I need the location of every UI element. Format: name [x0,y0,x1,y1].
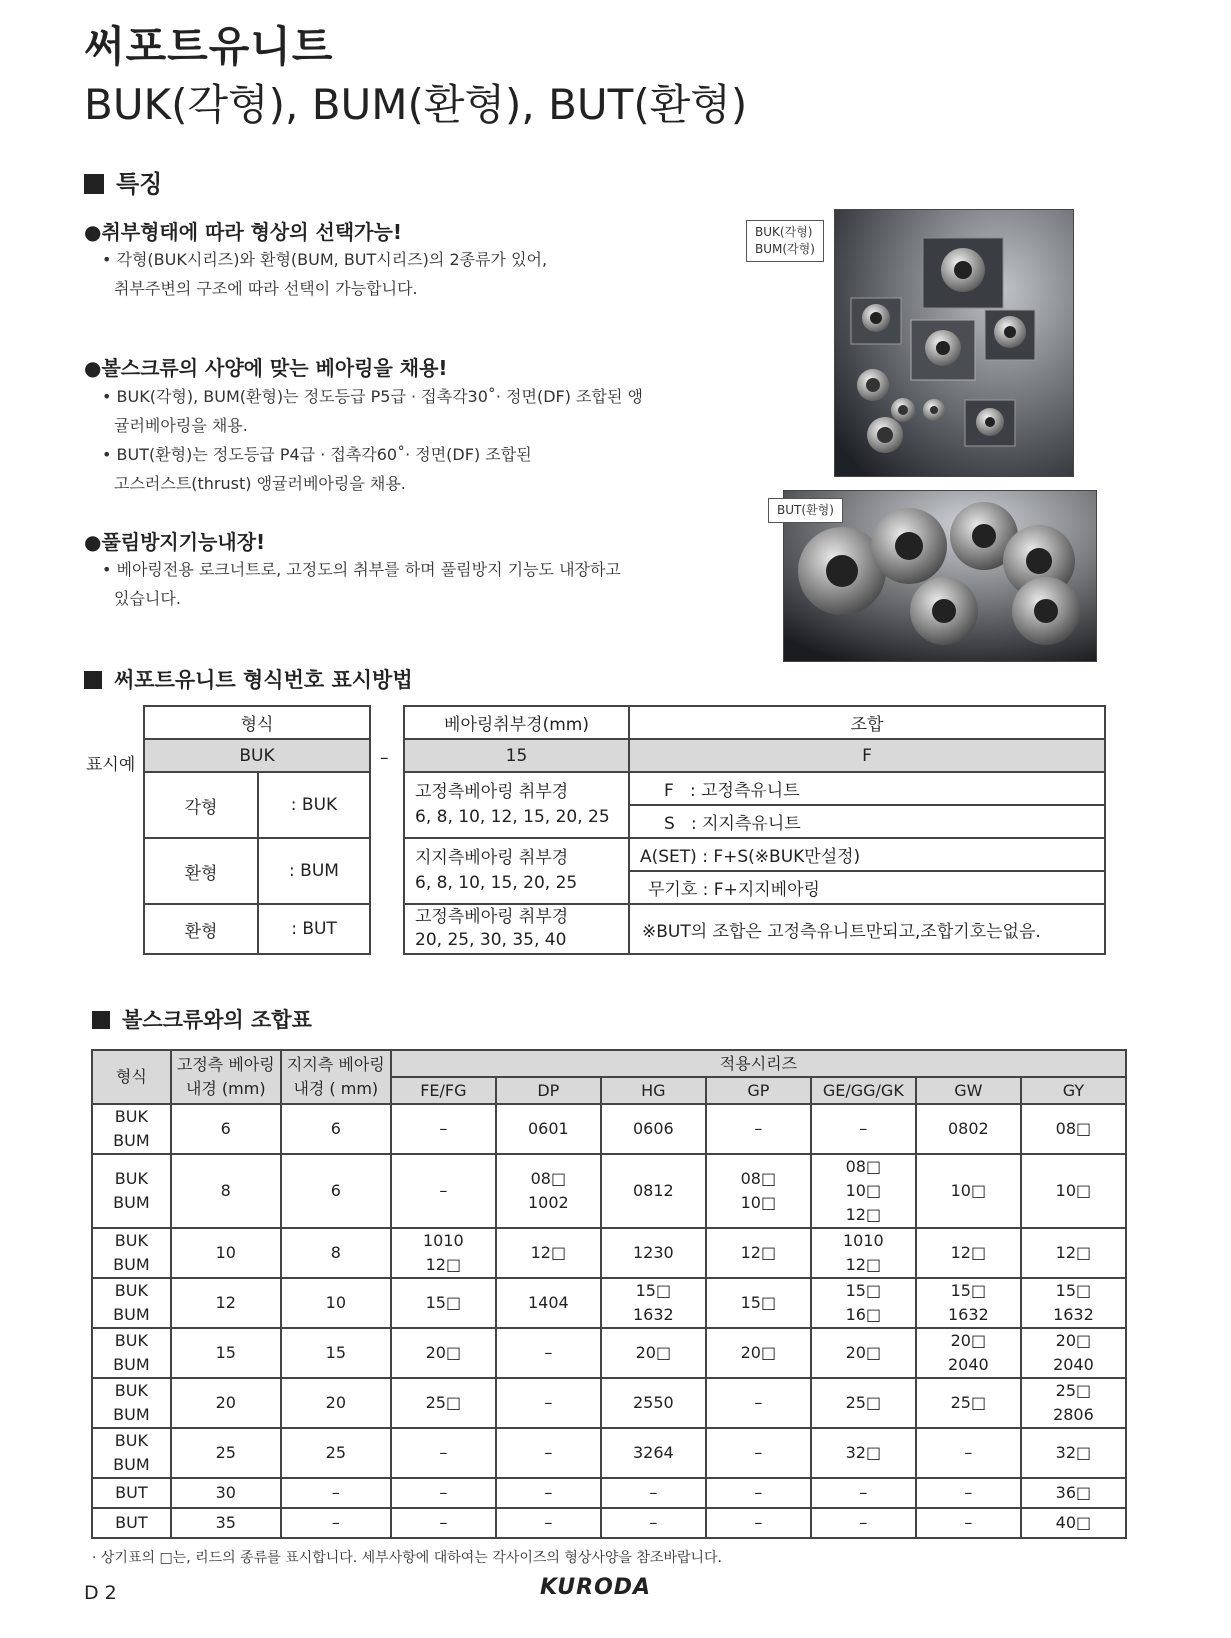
cell-line: 25□ [950,1393,987,1412]
series-cell [916,1228,1021,1278]
cell-line: – [859,1483,868,1502]
bore-values: 6, 8, 10, 15, 20, 25 [415,873,578,893]
cell-line: 3264 [632,1443,674,1462]
cell-line: 2040 [1053,1355,1094,1374]
bore-header: 베아링취부경(mm) [404,706,629,739]
series-cell [601,1328,706,1378]
type-code: : BUM [258,838,370,904]
cell-line: 2040 [947,1355,989,1374]
cell-line: 2550 [632,1393,674,1412]
series-cell [496,1104,601,1154]
combo-option: F : 고정측유니트 [629,772,1105,805]
header-series: 적용시리즈 [391,1050,1126,1077]
series-header: GY [1021,1077,1126,1104]
table-row [92,1328,1126,1378]
cell-line: 20□ [950,1331,987,1350]
series-cell [1021,1508,1126,1538]
cell-line: – [964,1443,973,1462]
support-cell: 20 [281,1378,391,1428]
support-cell: 10 [281,1278,391,1328]
cell-line: 12□ [950,1243,987,1262]
cell-line: 내경 ( mm) [293,1079,379,1098]
series-cell [391,1428,496,1478]
cell-line: BUK [114,1281,148,1300]
cell-line: 08□ [845,1157,882,1176]
series-cell [391,1228,496,1278]
series-cell [811,1428,916,1478]
table-row [92,1278,1126,1328]
cell-line: BUM [113,1131,150,1150]
series-cell [706,1228,811,1278]
series-header: GE/GG/GK [811,1077,916,1104]
series-header: HG [601,1077,706,1104]
series-cell [496,1378,601,1428]
cell-line: 10□ [1055,1181,1092,1200]
series-cell [811,1154,916,1228]
photo-label-line: BUK(각형) [755,225,813,239]
series-cell [916,1508,1021,1538]
cell-line: 20□ [425,1343,462,1362]
series-header: FE/FG [391,1077,496,1104]
section-heading-text: 특징 [116,170,163,198]
type-code: : BUT [258,904,370,954]
combo-option: ※BUT의 조합은 고정측유니트만되고,조합기호는없음. [629,904,1105,954]
series-cell [706,1278,811,1328]
series-cell [601,1228,706,1278]
section-heading-features [84,164,162,199]
feature-line: 귤러베아링을 채용. [114,416,248,435]
cell-line: 08□ [1055,1119,1092,1138]
footnote: · 상기표의 □는, 리드의 종류를 표시합니다. 세부사항에 대하여는 각사이즈의 형상사양을 참조바랍니다. [92,1550,723,1566]
table-row [92,1428,1126,1478]
cell-line: BUT [115,1513,148,1532]
series-cell [496,1428,601,1478]
cell-line: BUK [114,1431,148,1450]
series-cell [1021,1154,1126,1228]
cell-line: 12□ [530,1243,567,1262]
series-cell [916,1428,1021,1478]
cell-line: BUK [114,1331,148,1350]
series-cell [811,1104,916,1154]
cell-line: 25□ [425,1393,462,1412]
fixed-cell: 35 [171,1508,281,1538]
series-cell [391,1378,496,1428]
cell-line: 15□ [635,1281,672,1300]
cell-line: 12□ [1055,1243,1092,1262]
support-cell: 6 [281,1154,391,1228]
cell-line: 32□ [1055,1443,1092,1462]
cell-line: 내경 (mm) [185,1079,266,1098]
table-row [92,1478,1126,1508]
series-cell [391,1478,496,1508]
series-cell [811,1508,916,1538]
cell-line: – [754,1443,763,1462]
feature-line: 고스러스트(thrust) 앵귤러베아링을 채용. [114,474,406,493]
cell-line: 지지측 베아링 [286,1055,385,1074]
page-title: 써포트유니트 [84,22,334,71]
table-row [92,1228,1126,1278]
support-cell: 8 [281,1228,391,1278]
cell-line: 1632 [947,1305,989,1324]
cell-line: – [964,1513,973,1532]
cell-line: 0802 [947,1119,989,1138]
type-cell [92,1478,171,1508]
series-cell [916,1278,1021,1328]
series-cell [706,1478,811,1508]
series-cell [706,1428,811,1478]
series-cell [811,1278,916,1328]
bore-cell [404,772,629,838]
support-cell: – [281,1478,391,1508]
type-code: : BUK [258,772,370,838]
cell-line: – [544,1343,553,1362]
cell-line: 1010 [422,1231,464,1250]
fixed-cell: 30 [171,1478,281,1508]
cell-line: 10□ [845,1181,882,1200]
cell-line: BUK [114,1381,148,1400]
brand-logo: KURODA [540,1575,652,1600]
table-row [92,1378,1126,1428]
cell-line: 08□ [530,1169,567,1188]
cell-line: 2806 [1053,1405,1094,1424]
product-photo-buk-bum [834,209,1074,477]
cell-line: 0812 [632,1181,674,1200]
feature-line: 있습니다. [114,589,181,608]
feature-text [102,245,547,303]
bore-label: 고정측베아링 취부경 [415,782,569,802]
series-header: GP [706,1077,811,1104]
series-cell [496,1328,601,1378]
cell-line: – [649,1513,658,1532]
fixed-cell: 15 [171,1328,281,1378]
cell-line: 20□ [635,1343,672,1362]
support-cell: 6 [281,1104,391,1154]
bore-example: 15 [404,739,629,772]
type-cell [92,1228,171,1278]
series-cell [706,1508,811,1538]
type-header: 형식 [144,706,370,739]
cell-line: – [649,1483,658,1502]
header-type: 형식 [92,1050,171,1104]
square-bullet-icon [84,174,104,194]
cell-line: – [754,1513,763,1532]
cell-line: 15□ [950,1281,987,1300]
bore-cell [404,904,629,954]
cell-line: BUM [113,1305,150,1324]
cell-line: BUK [114,1107,148,1126]
type-cell [92,1328,171,1378]
series-header: DP [496,1077,601,1104]
cell-line: BUM [113,1455,150,1474]
series-cell [916,1154,1021,1228]
cell-line: 15□ [740,1293,777,1312]
table-row [92,1154,1126,1228]
cell-line: 0606 [632,1119,674,1138]
type-example: BUK [144,739,370,772]
series-cell [706,1104,811,1154]
format-bore-combo-table [403,705,1106,955]
cell-line: 1632 [1053,1305,1094,1324]
cell-line: 20□ [740,1343,777,1362]
cell-line: BUK [114,1231,148,1250]
support-cell: – [281,1508,391,1538]
cell-line: BUK [114,1169,148,1188]
cell-line: – [544,1443,553,1462]
combo-header: 조합 [629,706,1105,739]
cell-line: – [544,1483,553,1502]
series-header: GW [916,1077,1021,1104]
bore-values: 20, 25, 30, 35, 40 [415,930,567,950]
series-cell [1021,1104,1126,1154]
series-cell [496,1154,601,1228]
series-cell [601,1508,706,1538]
type-cell [92,1154,171,1228]
cell-line: – [754,1483,763,1502]
section-heading-text: 써포트유니트 형식번호 표시방법 [114,668,413,692]
fixed-cell: 20 [171,1378,281,1428]
feature-text [102,382,643,498]
cell-line: – [964,1483,973,1502]
series-cell [496,1508,601,1538]
photo-label-buk-bum [746,220,824,262]
photo-label-but: BUT(환형) [768,498,843,523]
table-row [92,1508,1126,1538]
cell-line: 1230 [632,1243,674,1262]
cell-line: 10□ [740,1193,777,1212]
feature-line: • 각형(BUK시리즈)와 환형(BUM, BUT시리즈)의 2종류가 있어, [102,250,548,269]
series-cell [496,1478,601,1508]
section-heading-text: 볼스크류와의 조합표 [122,1008,312,1032]
section-heading-format [84,664,413,694]
feature-heading: ●취부형태에 따라 형상의 선택가능! [84,220,402,244]
square-bullet-icon [92,1011,110,1029]
cell-line: – [439,1483,448,1502]
series-cell [391,1508,496,1538]
example-label: 표시예 [86,755,136,775]
fixed-cell: 12 [171,1278,281,1328]
series-cell [496,1228,601,1278]
cell-line: 20□ [845,1343,882,1362]
series-cell [601,1278,706,1328]
combination-table [91,1049,1127,1539]
series-cell [916,1378,1021,1428]
bore-label: 지지측베아링 취부경 [415,848,569,868]
combo-option: 무기호 : F+지지베아링 [629,871,1105,904]
photo-label-line: BUM(각형) [755,242,815,256]
cell-line: 1002 [527,1193,569,1212]
cell-line: – [544,1513,553,1532]
series-cell [706,1328,811,1378]
type-cell [92,1104,171,1154]
series-cell [1021,1228,1126,1278]
cell-line: BUM [113,1255,150,1274]
series-cell [601,1378,706,1428]
cell-line: 고정측 베아링 [176,1055,275,1074]
type-shape: 환형 [144,904,258,954]
bore-label: 고정측베아링 취부경 [415,907,569,927]
combo-option: A(SET) : F+S(※BUK만설정) [629,838,1105,871]
support-cell: 25 [281,1428,391,1478]
fixed-cell: 6 [171,1104,281,1154]
feature-line: • 베아링전용 로크너트로, 고정도의 취부를 하며 풀림방지 기능도 내장하고 [102,560,621,579]
cell-line: – [859,1119,868,1138]
series-cell [1021,1428,1126,1478]
cell-line: 36□ [1055,1483,1092,1502]
combo-example: F [629,739,1105,772]
cell-line: – [439,1513,448,1532]
feature-heading: ●볼스크류의 사양에 맞는 베아링을 채용! [84,356,448,380]
series-cell [706,1154,811,1228]
table-row [92,1104,1126,1154]
series-cell [916,1478,1021,1508]
cell-line: – [754,1393,763,1412]
cell-line: 15□ [845,1281,882,1300]
cell-line: – [859,1513,868,1532]
type-cell [92,1508,171,1538]
feature-line: 취부주변의 구조에 따라 선택이 가능합니다. [114,279,418,298]
page-number: D 2 [84,1582,117,1604]
feature-line: • BUT(환형)는 정도등급 P4급 · 접촉각60˚· 정면(DF) 조합된 [102,445,532,464]
series-cell [916,1104,1021,1154]
type-cell [92,1428,171,1478]
product-photo-image [835,210,1073,476]
cell-line: 15□ [1055,1281,1092,1300]
cell-line: 40□ [1055,1513,1092,1532]
combo-option: S : 지지측유니트 [629,805,1105,838]
type-cell [92,1278,171,1328]
cell-line: 25□ [1055,1381,1092,1400]
fixed-cell: 25 [171,1428,281,1478]
type-cell [92,1378,171,1428]
feature-line: • BUK(각형), BUM(환형)는 정도등급 P5급 · 접촉각30˚· 정면(DF) 조합된 앵 [102,387,643,406]
cell-line: 10□ [950,1181,987,1200]
series-cell [601,1104,706,1154]
series-cell [496,1278,601,1328]
series-cell [391,1328,496,1378]
square-bullet-icon [84,671,102,689]
series-cell [811,1378,916,1428]
bore-cell [404,838,629,904]
type-shape: 각형 [144,772,258,838]
cell-line: BUM [113,1355,150,1374]
format-type-table [143,705,371,955]
cell-line: – [439,1119,448,1138]
cell-line: – [439,1443,448,1462]
series-cell [391,1154,496,1228]
section-heading-combination [92,1004,312,1034]
series-cell [706,1378,811,1428]
cell-line: 12□ [425,1255,462,1274]
page-subtitle: BUK(각형), BUM(환형), BUT(환형) [84,80,748,129]
dash-separator: – [380,748,389,768]
cell-line: 1632 [632,1305,674,1324]
series-cell [916,1328,1021,1378]
header-fixed-bearing [171,1050,281,1104]
series-cell [601,1478,706,1508]
cell-line: 1010 [842,1231,884,1250]
cell-line: 08□ [740,1169,777,1188]
cell-line: 1404 [527,1293,569,1312]
cell-line: 12□ [740,1243,777,1262]
cell-line: BUT [115,1483,148,1502]
cell-line: BUM [113,1193,150,1212]
cell-line: – [439,1181,448,1200]
series-cell [811,1478,916,1508]
cell-line: – [754,1119,763,1138]
cell-line: 0601 [527,1119,569,1138]
cell-line: 25□ [845,1393,882,1412]
series-cell [811,1328,916,1378]
feature-heading: ●풀림방지기능내장! [84,530,266,554]
cell-line: 12□ [845,1205,882,1224]
cell-line: 12□ [845,1255,882,1274]
series-cell [1021,1478,1126,1508]
series-cell [391,1104,496,1154]
series-cell [391,1278,496,1328]
series-cell [601,1428,706,1478]
cell-line: 16□ [845,1305,882,1324]
cell-line: – [544,1393,553,1412]
header-support-bearing [281,1050,391,1104]
series-cell [601,1154,706,1228]
cell-line: 15□ [425,1293,462,1312]
fixed-cell: 10 [171,1228,281,1278]
series-cell [1021,1378,1126,1428]
cell-line: 20□ [1055,1331,1092,1350]
bore-values: 6, 8, 10, 12, 15, 20, 25 [415,807,610,827]
series-cell [811,1228,916,1278]
feature-text [102,555,621,613]
support-cell: 15 [281,1328,391,1378]
type-shape: 환형 [144,838,258,904]
series-cell [1021,1328,1126,1378]
fixed-cell: 8 [171,1154,281,1228]
cell-line: BUM [113,1405,150,1424]
series-cell [1021,1278,1126,1328]
cell-line: 32□ [845,1443,882,1462]
